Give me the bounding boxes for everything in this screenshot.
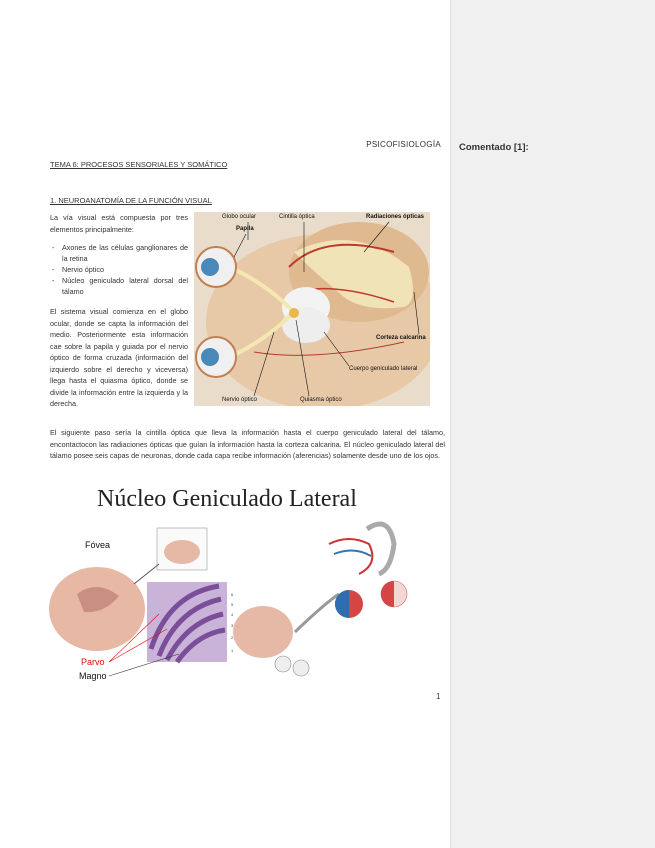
label-fovea: Fóvea [85,540,111,550]
label-globo-ocular: Globo ocular [222,214,257,220]
label-cuerpo-geniculado: Cuerpo geniculado lateral [349,366,418,372]
eye-right-2 [293,660,309,676]
label-magno: Magno [79,671,107,681]
page-number: 1 [436,692,441,701]
layer-number-1: 1 [231,648,234,653]
label-papila: Papila [236,226,254,232]
lgn-figure [49,484,444,694]
intro-paragraph: La vía visual está compuesta por tres elementos principalmente: [50,213,188,234]
component-list [50,242,188,297]
magno-line [109,654,179,676]
eye-right-1 [275,656,291,672]
layer-number-5: 5 [231,602,234,607]
inset-brain [164,540,200,564]
layer-number-4: 4 [231,612,234,617]
visual-pathway-figure [194,212,430,406]
topic-title: TEMA 6: PROCESOS SENSORIALES Y SOMÁTICO [50,160,228,169]
iris-upper [201,258,219,276]
comment-title[interactable]: Comentado [1]: [459,142,529,153]
pathway-arrow [295,594,339,632]
label-nervio: Nervio óptico [222,397,258,403]
label-radiaciones: Radiaciones ópticas [366,214,425,220]
optic-chiasm [289,308,299,318]
list-item: - Núcleo geniculado lateral dorsal del tálamo [50,275,188,297]
list-item: - Nervio óptico [50,264,188,275]
label-quiasma: Quiasma óptico [300,397,342,403]
label-parvo: Parvo [81,657,105,667]
comment-pane [450,0,655,848]
paragraph-lgn: El siguiente paso sería la cintilla óptica que lleva la información hasta el cuerpo geniculado lateral del tálamo, encontactocon las radiaciones ópticas que guían la información hasta la corteza calcarina. El núcleo geniculado lateral del tálamo posee seis capas de neuronas, donde cada capa recibe información (aferencias) solamente desde uno de los ojos. [50,428,445,460]
inset-arrow [134,564,159,584]
label-cintilla: Cintilla óptica [279,214,315,220]
paragraph-visual-system: El sistema visual comienza en el globo ocular, donde se capta la información del medio. Posteriormente esta información cae sobre la papila y guiada por el nervio óptico de forma cruzada (información del izquierdo sobre el derecho y viceversa) llega hasta el quiasma óptico, donde se divide la información entre la izquierda y la derecha. [50,307,188,408]
list-item: - Axones de las células ganglionares de la retina [50,242,188,264]
figure-title: Núcleo Geniculado Lateral [97,486,357,512]
layer-number-3: 3 [231,623,234,628]
layer-number-6: 6 [231,592,234,597]
pathway-blue [334,550,371,556]
brain-right [233,606,293,658]
section-title: 1. NEUROANATOMÍA DE LA FUNCIÓN VISUAL [50,196,212,205]
label-corteza: Corteza calcarina [376,335,426,341]
lgn-right-red [381,581,394,607]
layer-number-2: 2 [231,635,234,640]
pathway-red [329,539,372,574]
page-header: PSICOFISIOLOGÍA [366,140,441,149]
iris-lower [201,348,219,366]
